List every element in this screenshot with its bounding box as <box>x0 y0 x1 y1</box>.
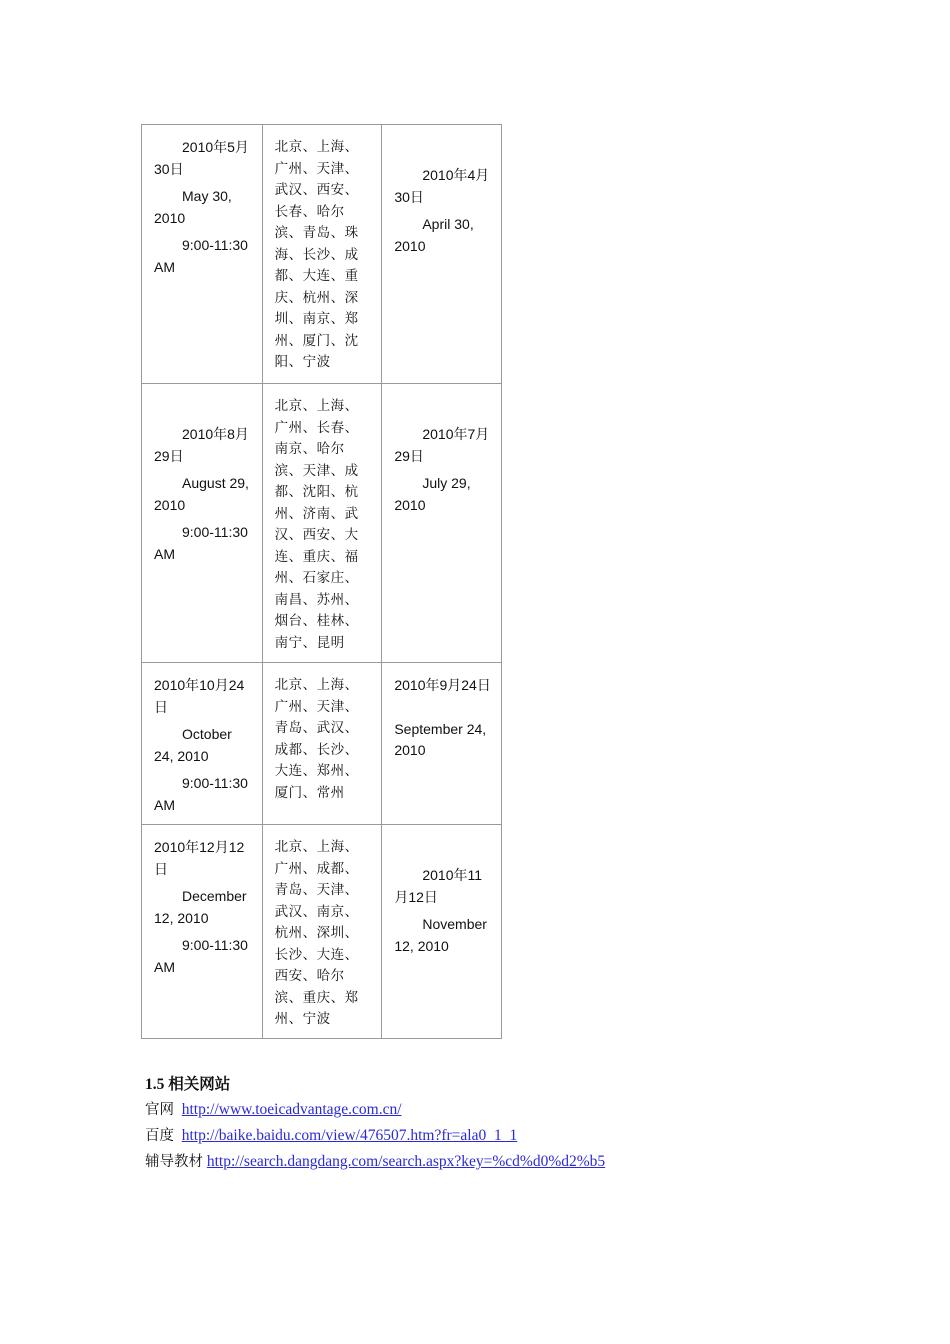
cities-list: 北京、上海、广州、成都、青岛、天津、武汉、南京、杭州、深圳、长沙、大连、西安、哈尔滨、重庆、郑州、宁波 <box>274 839 359 1027</box>
section-heading: 1.5 相关网站 <box>145 1076 231 1093</box>
link-label: 官网 <box>145 1102 174 1118</box>
deadline-en: November 12, 2010 <box>394 916 487 954</box>
exam-time: 9:00-11:30 AM <box>154 524 248 562</box>
deadline-en: April 30, 2010 <box>394 216 474 254</box>
exam-date-en: August 29, 2010 <box>154 475 249 513</box>
deadline-cell <box>381 125 501 383</box>
exam-date-en: May 30, 2010 <box>154 188 232 226</box>
baidu-baike-link[interactable]: http://baike.baidu.com/view/476507.htm?fr=ala0_1_1 <box>181 1127 518 1144</box>
cities-cell <box>262 663 382 824</box>
table-row <box>142 662 501 824</box>
exam-time: 9:00-11:30 AM <box>154 237 248 275</box>
exam-date-cell <box>142 663 262 824</box>
exam-time: 9:00-11:30 AM <box>154 937 248 975</box>
deadline-cn: 2010年7月29日 <box>394 426 490 464</box>
cities-list: 北京、上海、广州、长春、南京、哈尔滨、天津、成都、沈阳、杭州、济南、武汉、西安、大连、重庆、福州、石家庄、南昌、苏州、烟台、桂林、南宁、昆明 <box>274 398 359 651</box>
deadline-cell <box>381 825 501 1038</box>
exam-date-cell <box>142 384 262 662</box>
deadline-cell <box>381 663 501 824</box>
cities-cell <box>262 384 382 662</box>
deadline-cn: 2010年4月30日 <box>394 167 490 205</box>
link-line-official <box>145 1097 845 1123</box>
link-line-materials <box>145 1149 845 1175</box>
link-line-baidu <box>145 1123 845 1149</box>
table-row <box>142 824 501 1038</box>
deadline-cn: 2010年9月24日 <box>394 677 491 693</box>
deadline-cell <box>381 384 501 662</box>
dangdang-materials-link[interactable]: http://search.dangdang.com/search.aspx?key=%cd%d0%d2%b5 <box>206 1153 606 1170</box>
cities-cell <box>262 825 382 1038</box>
exam-date-cell <box>142 125 262 383</box>
exam-date-cn: 2010年10月24日 <box>154 677 245 715</box>
cities-list: 北京、上海、广州、天津、青岛、武汉、成都、长沙、大连、郑州、厦门、常州 <box>274 677 359 801</box>
exam-time: 9:00-11:30 AM <box>154 775 248 813</box>
deadline-cn: 2010年11月12日 <box>394 867 483 905</box>
exam-schedule-table <box>141 124 502 1039</box>
deadline-en: July 29, 2010 <box>394 475 471 513</box>
link-label: 百度 <box>145 1128 174 1144</box>
exam-date-cn: 2010年8月29日 <box>154 426 249 464</box>
table-row <box>142 383 501 662</box>
related-sites-section <box>145 1072 845 1175</box>
exam-date-cn: 2010年5月30日 <box>154 139 249 177</box>
exam-date-en: October 24, 2010 <box>154 726 232 764</box>
table-row <box>142 125 501 383</box>
deadline-en: September 24, 2010 <box>394 720 487 758</box>
link-label: 辅导教材 <box>145 1154 203 1170</box>
cities-list: 北京、上海、广州、天津、武汉、西安、长春、哈尔滨、青岛、珠海、长沙、成都、大连、重庆、杭州、深圳、南京、郑州、厦门、沈阳、宁波 <box>274 139 359 370</box>
exam-date-cell <box>142 825 262 1038</box>
official-site-link[interactable]: http://www.toeicadvantage.com.cn/ <box>181 1101 402 1118</box>
exam-date-cn: 2010年12月12日 <box>154 839 245 877</box>
cities-cell <box>262 125 382 383</box>
exam-date-en: December 12, 2010 <box>154 888 247 926</box>
